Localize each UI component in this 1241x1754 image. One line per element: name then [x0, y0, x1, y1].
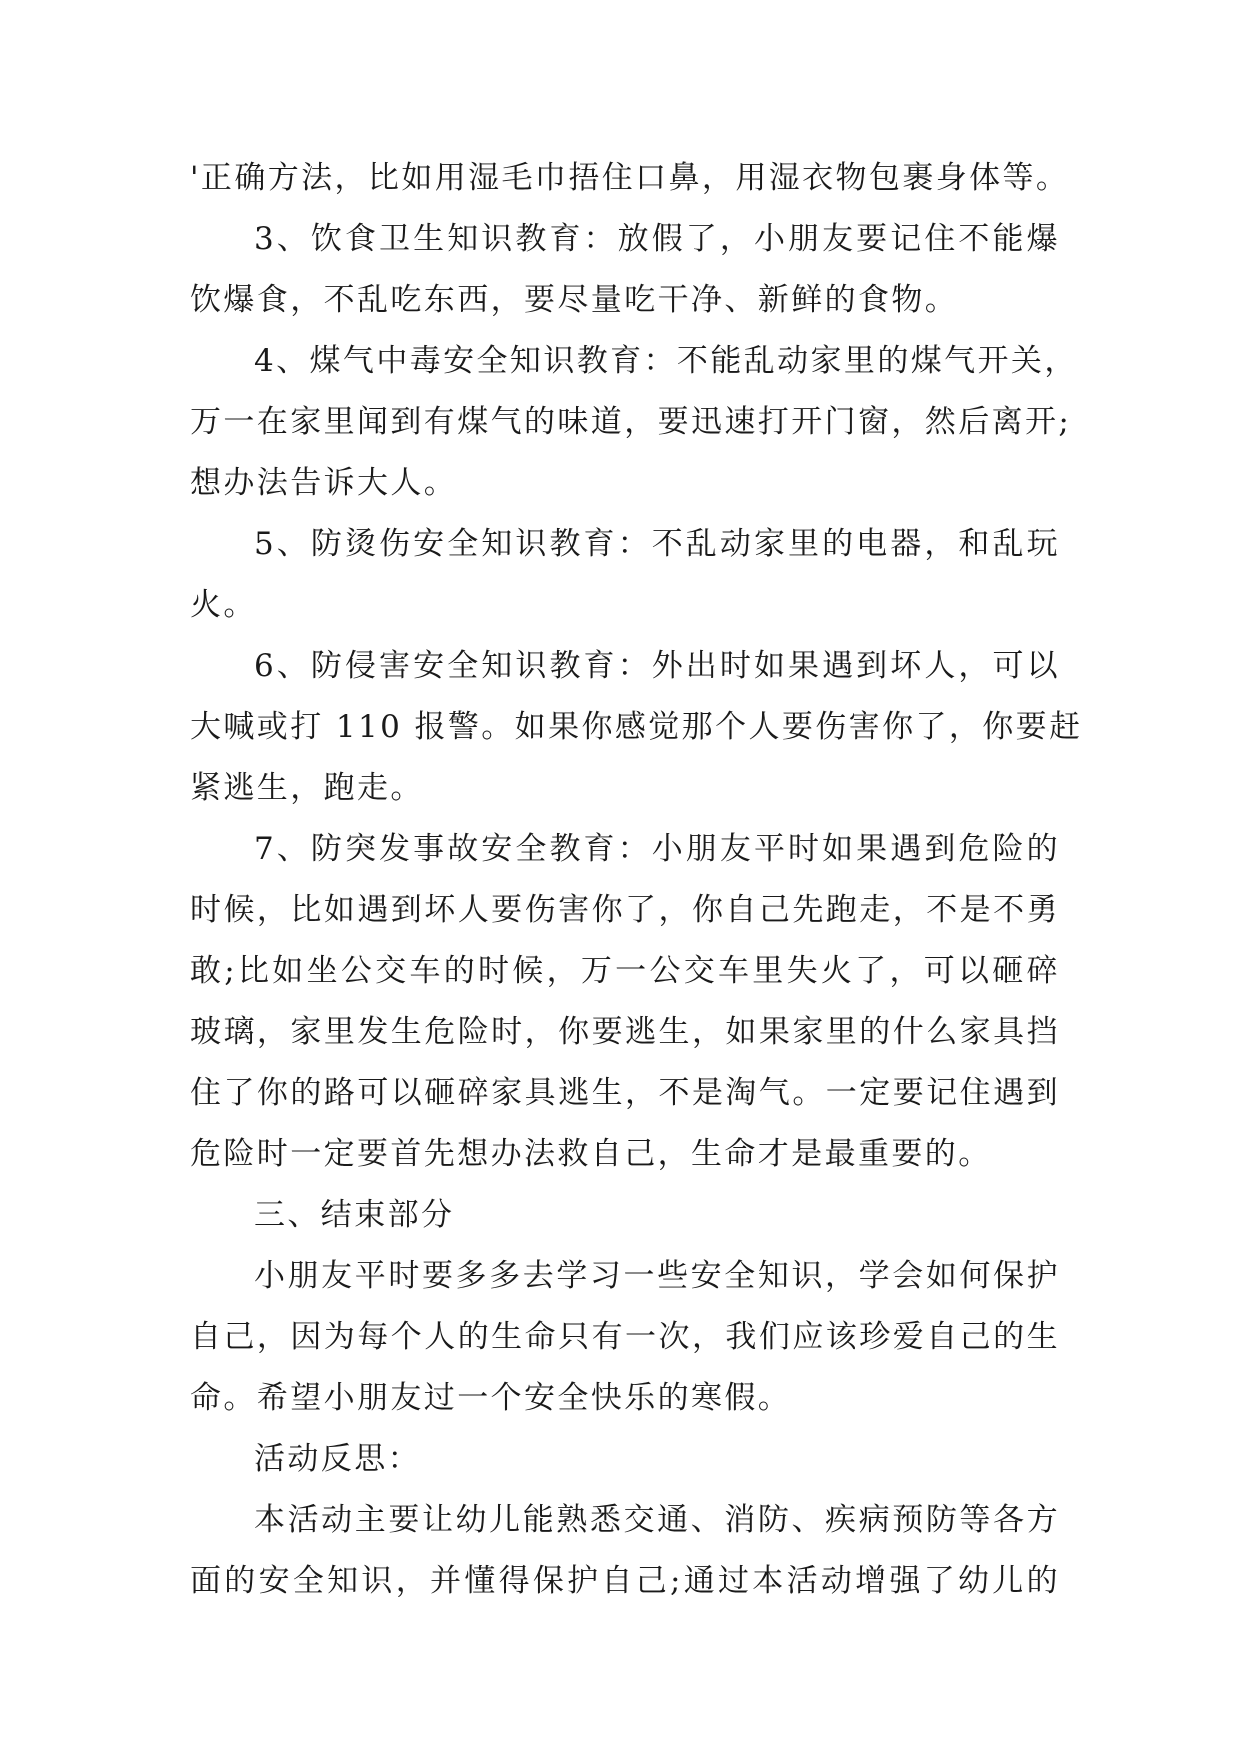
text-line: 面的安全知识，并懂得保护自己;通过本活动增强了幼儿的 — [190, 1563, 1060, 1599]
text-line: 7、防突发事故安全教育：小朋友平时如果遇到危险的 — [254, 831, 1060, 867]
text-line: 本活动主要让幼儿能熟悉交通、消防、疾病预防等各方 — [254, 1502, 1060, 1538]
text-line: 时候，比如遇到坏人要伤害你了，你自己先跑走，不是不勇 — [190, 892, 1060, 928]
text-line: 火。 — [190, 587, 257, 623]
text-line: 6、防侵害安全知识教育：外出时如果遇到坏人，可以 — [254, 648, 1060, 684]
text-line: 5、防烫伤安全知识教育：不乱动家里的电器，和乱玩 — [254, 526, 1060, 562]
text-line: 饮爆食，不乱吃东西，要尽量吃干净、新鲜的食物。 — [190, 282, 959, 318]
text-line: 危险时一定要首先想办法救自己，生命才是最重要的。 — [190, 1136, 992, 1172]
section-heading: 三、结束部分 — [254, 1197, 455, 1233]
text-line: 4、煤气中毒安全知识教育：不能乱动家里的煤气开关， — [254, 343, 1078, 379]
text-line: 万一在家里闻到有煤气的味道，要迅速打开门窗，然后离开; — [190, 404, 1072, 440]
text-line: 紧逃生，跑走。 — [190, 770, 424, 806]
text-line: 想办法告诉大人。 — [190, 465, 458, 501]
text-line: 小朋友平时要多多去学习一些安全知识，学会如何保护 — [254, 1258, 1060, 1294]
text-line: 玻璃，家里发生危险时，你要逃生，如果家里的什么家具挡 — [190, 1014, 1060, 1050]
text-line: 3、饮食卫生知识教育：放假了，小朋友要记住不能爆 — [254, 221, 1060, 257]
text-line: 住了你的路可以砸碎家具逃生，不是淘气。一定要记住遇到 — [190, 1075, 1060, 1111]
text-line: 自己，因为每个人的生命只有一次，我们应该珍爱自己的生 — [190, 1319, 1060, 1355]
text-line: 敢;比如坐公交车的时候，万一公交车里失火了，可以砸碎 — [190, 953, 1060, 989]
section-heading: 活动反思： — [254, 1441, 421, 1477]
text-line: 大喊或打 110 报警。如果你感觉那个人要伤害你了，你要赶 — [190, 709, 1083, 745]
text-line: 命。希望小朋友过一个安全快乐的寒假。 — [190, 1380, 792, 1416]
text-line: '正确方法，比如用湿毛巾捂住口鼻，用湿衣物包裹身体等。 — [190, 160, 1070, 196]
